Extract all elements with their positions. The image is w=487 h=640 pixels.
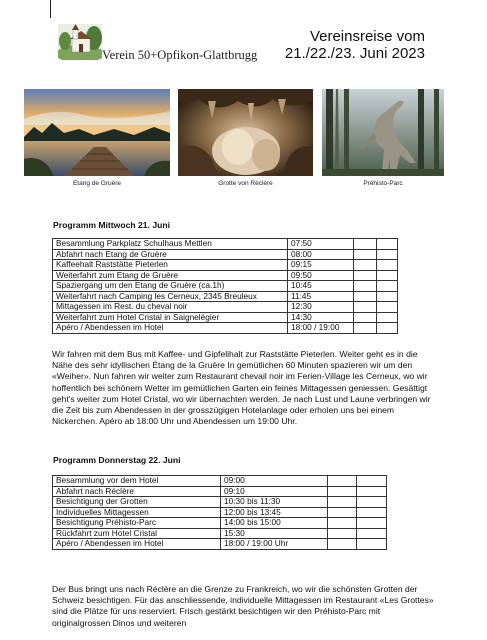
empty-cell [328,518,357,529]
trip-title-line2: 21./22./23. Juni 2023 [284,45,425,62]
day1-description: Wir fahren mit dem Bus mit Kaffee- und Gipfelihalt zur Raststätte Pieterlen. Weiter geht es in die Nähe des sehr idyllischen Étang de la Gruère In gemütlichen 60 Minuten spazieren wir um den «Weiher». Nun fahren wir weiter zum Restaurant chevail noir im Ferien-Village les Cerneux, wo wir hoffentlich bei schönem Wetter im gemütlichen Garten ein feines Mittagessen geniessen. Gesättigt geht's weiter zum Hotel Cristal, wo wir übernachten werden. Je nach Lust und Laune verbringen wir die Zeit bis zum Abendessen in der grosszügigen Hotelanlage oder erholen uns bei einem Nickerchen. Apéro ab 18:00 Uhr und Abendessen um 19:00 Uhr. [52,349,431,427]
table-row [53,302,398,313]
organization-name: Verein 50+Opfikon-Glattbrugg [102,48,258,62]
empty-cell [357,486,387,497]
empty-cell [354,239,377,250]
empty-cell [354,260,377,271]
table-row [53,249,398,260]
time-cell: 12:30 [288,302,354,313]
time-cell: 09:50 [288,270,354,281]
activity-cell: Spaziergang um den Etang de Gruère (ca.1h) [53,281,288,292]
activity-cell: Rückfahrt zum Hotel Cristal [53,528,221,539]
activity-cell: Weiterfahrt nach Camping les Cerneux, 2345 Breuleux [53,291,288,302]
time-cell: 09:15 [288,260,354,271]
activity-cell: Apéro / Abendessen im Hotel [53,323,288,334]
activity-cell: Besichtigung der Grotten [53,497,221,508]
empty-cell [354,291,377,302]
table-row [53,507,387,518]
day1-schedule-table [52,238,398,334]
table-row [53,518,387,529]
table-row [53,270,398,281]
activity-cell: Individuelles Mittagessen [53,507,221,518]
activity-cell: Besammlung vor dem Hotel [53,476,221,487]
empty-cell [377,312,398,323]
trip-title-line1: Vereinsreise vom [309,28,425,45]
empty-cell [377,281,398,292]
empty-cell [357,507,387,518]
activity-cell: Mittagessen im Rest. du cheval noir [53,302,288,313]
lake-photo [24,89,170,176]
empty-cell [357,518,387,529]
day2-description: Der Bus bringt uns nach Réclère an die Grenze zu Frankreich, wo wir die schönsten Grotten der Schweiz besichtigen. Für das anschliessende, individuelle Mittagessen im Restaurant «Les Grottes» sind die Plätze für uns reserviert. Frisch gestärkt besichtigen wir den Préhisto-Parc mit originalgrossen Dinos und weiteren [52,584,434,628]
empty-cell [377,291,398,302]
dinosaur-caption: Préhisto-Parc [363,180,403,187]
time-cell: 07:50 [288,239,354,250]
empty-cell [377,270,398,281]
day2-title: Programm Donnerstag 22. Juni [53,455,181,465]
empty-cell [357,476,387,487]
empty-cell [328,497,357,508]
empty-cell [357,528,387,539]
empty-cell [328,507,357,518]
empty-cell [377,249,398,260]
dinosaur-photo [322,89,444,176]
empty-cell [354,281,377,292]
empty-cell [377,302,398,313]
time-cell: 10:45 [288,281,354,292]
time-cell: 14:30 [288,312,354,323]
day1-title: Programm Mittwoch 21. Juni [53,220,170,230]
lake-caption: Etang de Gruère [72,180,122,187]
empty-cell [354,249,377,260]
time-cell: 08:00 [288,249,354,260]
time-cell: 18:00 / 19:00 [288,323,354,334]
time-cell: 11:45 [288,291,354,302]
activity-cell: Weiterfahrt zum Etang de Gruère [53,270,288,281]
activity-cell: Abfahrt nach Etang de Gruère [53,249,288,260]
empty-cell [354,312,377,323]
empty-cell [377,323,398,334]
activity-cell: Weiterfahrt zum Hotel Cristal in Saignelégier [53,312,288,323]
page-edge-line [50,0,51,18]
table-row [53,539,387,550]
table-row [53,528,387,539]
time-cell: 15:30 [221,528,328,539]
empty-cell [357,497,387,508]
table-row [53,239,398,250]
empty-cell [354,323,377,334]
table-row [53,476,387,487]
time-cell: 12:00 bis 13:45 [221,507,328,518]
activity-cell: Abfahrt nach Réclère [53,486,221,497]
activity-cell: Apéro / Abendessen im Hotel [53,539,221,550]
empty-cell [377,239,398,250]
day2-schedule-table [52,475,387,550]
empty-cell [357,539,387,550]
time-cell: 09:10 [221,486,328,497]
empty-cell [328,539,357,550]
table-row [53,323,398,334]
time-cell: 09:00 [221,476,328,487]
cave-photo [178,89,313,176]
time-cell: 18:00 / 19:00 Uhr [221,539,328,550]
table-row [53,281,398,292]
table-row [53,291,398,302]
activity-cell: Besichtigung Préhisto-Parc [53,518,221,529]
empty-cell [328,476,357,487]
time-cell: 14:00 bis 15:00 [221,518,328,529]
empty-cell [328,486,357,497]
empty-cell [354,302,377,313]
cave-caption: Grotte von Réclère [218,180,273,187]
empty-cell [328,528,357,539]
table-row [53,497,387,508]
table-row [53,260,398,271]
empty-cell [377,260,398,271]
time-cell: 10:30 bis 11:30 [221,497,328,508]
trip-title [285,28,425,62]
chapel-logo [58,24,102,60]
table-row [53,312,398,323]
activity-cell: Besammlung Parkplatz Schulhaus Mettlen [53,239,288,250]
activity-cell: Kaffeehalt Raststätte Pieterlen [53,260,288,271]
table-row [53,486,387,497]
empty-cell [354,270,377,281]
